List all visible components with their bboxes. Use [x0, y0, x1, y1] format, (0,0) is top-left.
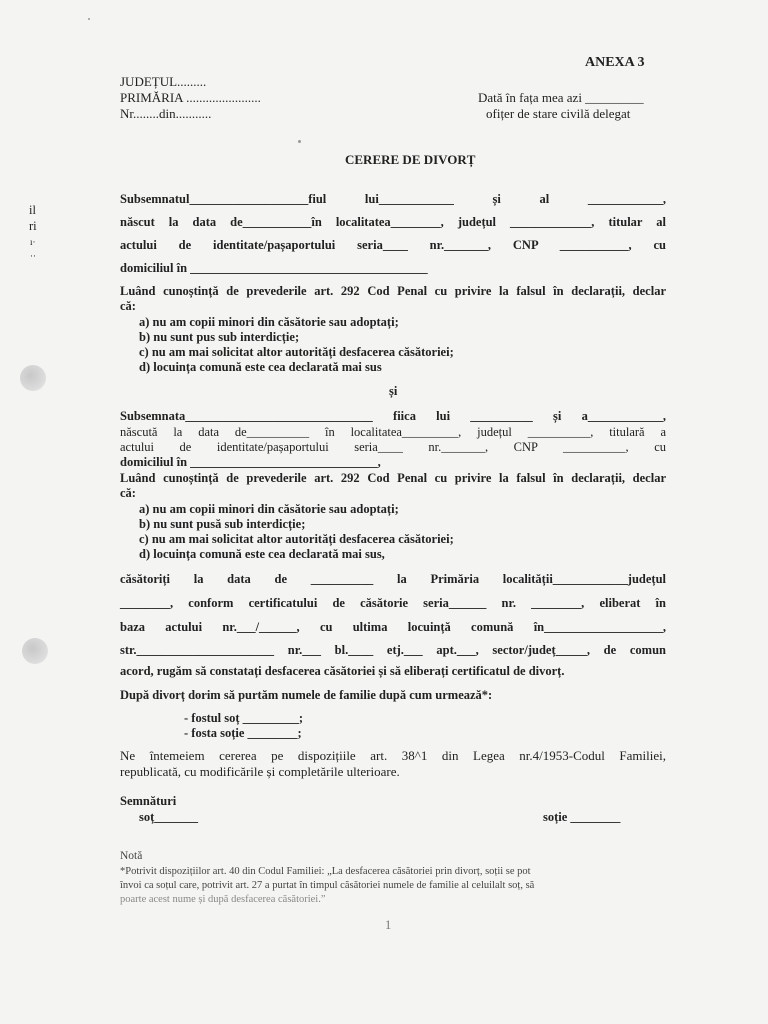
- former-husband-surname: - fostul soț _________;: [184, 711, 304, 725]
- marriage-line-5: acord, rugăm să constatați desfacerea căsătoriei și să eliberați certificatul de divorț.: [120, 664, 565, 678]
- marriage-line-1: căsătoriți la data de __________ la Primăria localității____________județul: [120, 572, 666, 586]
- margin-mark: ··: [30, 251, 36, 261]
- note-line-3: poarte acest nume și după desfacerea căsătoriei.”: [120, 894, 326, 905]
- former-wife-surname: - fosta soție ________;: [184, 726, 302, 740]
- note-line-2: învoi ca soțul care, potrivit art. 27 a purtat în timpul căsătoriei numele de familie al celuilalt soț, să: [120, 880, 535, 891]
- city-hall-field: PRIMĂRIA .......................: [120, 90, 261, 105]
- wife-line-2: născută la data de__________ în localitatea_________, județul __________, titulară a: [120, 425, 666, 439]
- husband-line-2: născut la data de___________în localitatea________, județul _____________, titular al: [120, 215, 666, 229]
- husband-declaration-end: că:: [120, 299, 136, 313]
- page-number: 1: [385, 918, 392, 932]
- wife-line-1: Subsemnata______________________________ fiica lui __________ și a____________,: [120, 409, 666, 423]
- registration-number-field: Nr........din...........: [120, 106, 212, 121]
- surname-after-divorce: După divorț dorim să purtăm numele de familie după cum urmează*:: [120, 688, 493, 702]
- and-separator: și: [389, 384, 398, 398]
- wife-line-4: domiciliul în ______________________________,: [120, 455, 381, 469]
- wife-signature: soție ________: [543, 810, 621, 824]
- wife-declaration: Luând cunoștință de prevederile art. 292 Cod Penal cu privire la falsul în declarații, declar: [120, 471, 666, 485]
- husband-signature: soț_______: [139, 810, 199, 824]
- legal-basis-line-1: Ne întemeiem cererea pe dispozițiile art. 38^1 din Legea nr.4/1953-Codul Familiei,: [120, 748, 666, 763]
- note-line-1: *Potrivit dispozițiilor art. 40 din Codul Familiei: „La desfacerea căsătoriei prin divorț, soții se pot: [120, 866, 531, 877]
- punch-hole-top: [20, 365, 46, 391]
- husband-declaration: Luând cunoștință de prevederile art. 292 Cod Penal cu privire la falsul în declarații, declar: [120, 284, 666, 298]
- husband-line-1: Subsemnatul___________________fiul lui____________ și al ____________,: [120, 192, 666, 206]
- wife-item-a: a) nu am copii minori din căsătorie sau adoptați;: [139, 502, 399, 516]
- punch-hole-bottom: [22, 638, 48, 664]
- marriage-line-3: baza actului nr.___/______, cu ultima locuință comună în___________________,: [120, 620, 666, 634]
- scan-speck: [298, 140, 301, 143]
- document-title: CERERE DE DIVORȚ: [345, 152, 476, 167]
- husband-item-a: a) nu am copii minori din căsătorie sau adoptați;: [139, 315, 399, 329]
- note-label: Notă: [120, 850, 143, 862]
- wife-item-c: c) nu am mai solicitat altor autorități desfacerea căsătoriei;: [139, 532, 454, 546]
- wife-item-b: b) nu sunt pusă sub interdicție;: [139, 517, 306, 531]
- county-field: JUDEȚUL.........: [120, 74, 207, 89]
- margin-mark: ı·: [30, 237, 36, 247]
- margin-mark: il: [29, 203, 36, 217]
- wife-item-d: d) locuința comună este cea declarată mai sus,: [139, 547, 385, 561]
- legal-basis-line-2: republicată, cu modificările și completările ulterioare.: [120, 764, 400, 779]
- husband-line-3: actului de identitate/pașaportului seria____ nr._______, CNP ___________, cu: [120, 238, 666, 252]
- husband-line-4: domiciliul în ______________________________________: [120, 261, 428, 275]
- annex-label: ANEXA 3: [585, 55, 645, 70]
- margin-mark: ri: [29, 219, 37, 233]
- civil-officer-label: ofițer de stare civilă delegat: [486, 106, 631, 121]
- scan-speck: [88, 18, 90, 20]
- husband-item-c: c) nu am mai solicitat altor autorități desfacerea căsătoriei;: [139, 345, 454, 359]
- date-before-me-field: Dată în fața mea azi _________: [478, 90, 644, 105]
- husband-item-b: b) nu sunt pus sub interdicție;: [139, 330, 300, 344]
- signatures-label: Semnături: [120, 794, 177, 808]
- marriage-line-2: ________, conform certificatului de căsătorie seria______ nr. ________, eliberat în: [120, 596, 666, 610]
- wife-line-3: actului de identitate/pașaportului seria____ nr._______, CNP __________, cu: [120, 440, 666, 454]
- marriage-line-4: str.______________________ nr.___ bl.____ etj.___ apt.___, sector/județ_____, de comun: [120, 643, 666, 657]
- wife-declaration-end: că:: [120, 486, 136, 500]
- husband-item-d: d) locuința comună este cea declarată mai sus: [139, 360, 382, 374]
